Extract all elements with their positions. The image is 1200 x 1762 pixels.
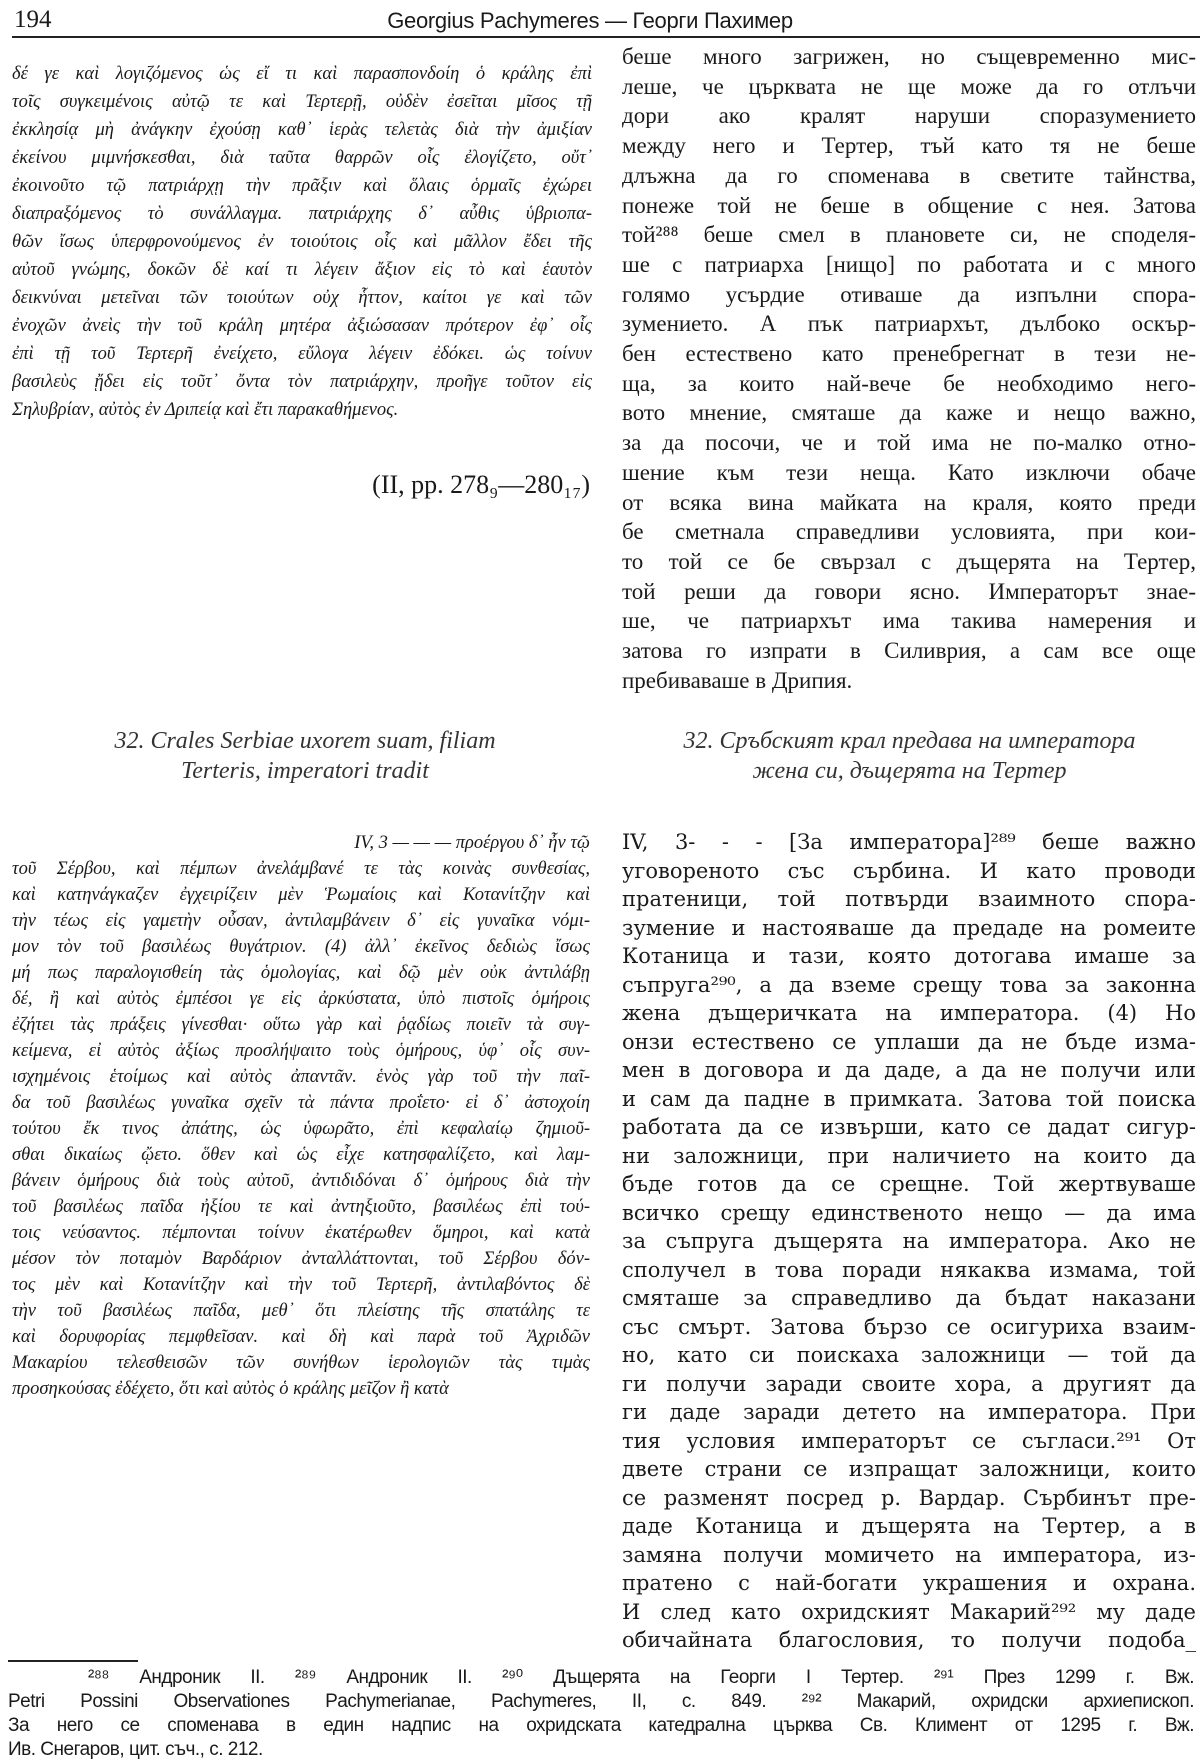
bulgarian-text-line: съпруга²⁹⁰, а да вземе срещу това за законна — [622, 972, 1196, 997]
bulgarian-text-line: мен в договора и да даде, а да не получи или — [622, 1058, 1196, 1082]
greek-text-line: τούτου ἔκ τινος ἀπάτης, ὡς ὑφωρᾶτο, ἐπὶ κεφαλαίῳ ζημιοῦ- — [12, 1119, 590, 1139]
greek-text-line: ισχημένοις ἑτοίμως καὶ αὐτὸς ἀπαντᾶν. ἑνὸς γὰρ τοῦ τὴν παῖ- — [12, 1067, 590, 1087]
footnote-rule — [8, 1660, 138, 1662]
greek-text-line: Μακαρίου τελεσθεισῶν τῶν συνήθων ἱερολογιῶν τὰς τιμὰς — [12, 1353, 590, 1373]
bulgarian-text-line: смяташе за справедливо да бъдат наказани — [622, 1286, 1196, 1310]
bulgarian-text-line: между него и Тертер, тъй като тя не беше — [622, 133, 1196, 159]
section-heading-bulgarian — [622, 726, 1197, 786]
bulgarian-text-line: но, като си поискаха заложници — той да — [622, 1343, 1196, 1367]
greek-text-line: καὶ κατηνάγκαζεν ἐγχειρίζειν μὲν Ῥωμαίοις καὶ Κοτανίτζην καὶ — [12, 885, 590, 905]
bulgarian-text-line: беше много загрижен, но същевременно мис- — [622, 44, 1196, 69]
greek-text-line: δέ γε καὶ λογιζόμενος ὡς εἴ τι καὶ παρασπονδοίη ὁ κράλης ἐπὶ — [12, 64, 592, 84]
bulgarian-text-line: онзи естествено се уплаши да не бъде изма- — [622, 1029, 1196, 1054]
greek-text-line: Σηλυβρίαν, αὐτὸς ἐν Δριπείᾳ καὶ ἔτι παρακαθήμενος. — [12, 400, 399, 420]
bulgarian-text-line: зумение и настояваше да предаде на ромеите — [622, 915, 1196, 940]
bulgarian-text-line: пратено с най-богати украшения и охрана. — [622, 1571, 1196, 1595]
heading-line: Terteris, imperatori tradit — [181, 758, 429, 784]
bulgarian-text-line: обичайната благословия, то получи подоба_ — [622, 1628, 1196, 1652]
bulgarian-text-line: за съпруга дъщерята на императора. Ако не — [622, 1229, 1196, 1253]
bulgarian-text-line: двете страни се изпращат заложници, които — [622, 1457, 1196, 1481]
bulgarian-text-line: ше, че патриархът има такива намерения и — [622, 608, 1196, 634]
greek-text-line: τος μὲν καὶ Κοτανίτζην καὶ τὴν τοῦ Τερτερῆ, ἀντιλαβόντος δὲ — [12, 1275, 590, 1295]
greek-text-line: αὐτοῦ γνώμης, δοκῶν δὲ καί τι λέγειν ἄξιον εἰς τὸ καὶ ἑαυτὸν — [12, 260, 592, 280]
bulgarian-text-line: бен естествено като пренебрегнат в тези не- — [622, 341, 1196, 367]
greek-text-line: τὴν τέως εἰς γαμετὴν οὖσαν, ἀντιλαμβάνειν δ᾽ εἰς γυναῖκα νόμι- — [12, 911, 590, 931]
bulgarian-translation-block-1 — [622, 42, 1196, 695]
bulgarian-text-line: шение към тези неща. Като изключи обаче — [622, 459, 1196, 485]
header-rule — [12, 36, 1200, 38]
bulgarian-text-line: тия условия императорът се съгласи.²⁹¹ От — [622, 1428, 1196, 1453]
greek-text-line: βασιλεὺς ᾔδει εἰς τοῦτ᾽ ὄντα τὸν πατριάρχην, προῆγε τοῦτον εἰς — [12, 372, 592, 392]
page-number: 194 — [14, 6, 52, 33]
greek-text-line: τὴν τοῦ βασιλέως παῖδα, μεθ᾽ ὅτι πλείστης τῆς σπατάλης τε — [12, 1301, 590, 1321]
bulgarian-text-line: всичко срещу единственото нещо — да има — [622, 1200, 1196, 1225]
footnotes — [8, 1666, 1194, 1762]
bulgarian-text-line: за да посочи, че и той има не по-малко отно- — [622, 430, 1196, 456]
heading-line: 32. Сръбският крал предава на императора — [683, 728, 1136, 754]
greek-text-line: δα τοῦ βασιλέως γυναῖκα σχεῖν τὰ πάντα προΐετο· εἰ δ᾽ ἀστοχοίη — [12, 1093, 590, 1113]
greek-text-line: δέ, ἢ καὶ αὐτὸς ἐμπέσοι γε εἰς ἀρκύστατα, ὑπὸ πιστοῖς ὁμήροις — [12, 989, 590, 1009]
bulgarian-text-line: ни заложници, при наличието на които да — [622, 1143, 1196, 1168]
greek-text-line: ἐπὶ τῇ τοῦ Τερτερῆ ἐνείχετο, εὔλογα λέγειν ἐδόκει. ὡς τοίνυν — [12, 344, 592, 364]
footnote-line: Petri Possini Observationes Pachymerianae, Pachymeres, II, с. 849. ²⁹² Макарий, охридски архиепископ. — [8, 1691, 1194, 1712]
footnote-line: За него се споменава в един надпис на охридската катедрална църква Св. Климент от 1295 г. Вж. — [8, 1715, 1194, 1736]
greek-text-line: IV, 3 — — — προέργου δ᾽ ἦν τῷ — [354, 833, 590, 853]
bulgarian-text-line: ща, за които най-вече бе необходимо него- — [622, 370, 1196, 396]
bulgarian-text-line: той²⁸⁸ беше смел в плановете си, не споделя- — [622, 222, 1196, 248]
bulgarian-translation-block-2 — [622, 828, 1196, 1655]
section-heading-latin — [40, 726, 570, 786]
bulgarian-text-line: леше, че църквата не ще може да го отлъчи — [622, 73, 1196, 99]
bulgarian-text-line: уговореното със сърбина. И като проводи — [622, 858, 1196, 883]
bulgarian-text-line: ги получи заради своите хора, а другият да — [622, 1371, 1196, 1396]
bulgarian-text-line: дори ако кралят наруши споразумението — [622, 103, 1196, 129]
running-title: Georgius Pachymeres — Георги Пахимер — [387, 8, 793, 33]
bulgarian-text-line: ги даде заради детето на императора. При — [622, 1400, 1196, 1424]
bulgarian-text-line: със смърт. Затова бързо се осигуриха взаим- — [622, 1314, 1196, 1339]
bulgarian-text-line: затова го изпрати в Силиврия, а сам все още — [622, 638, 1196, 664]
greek-text-line: κείμενα, εἰ αὐτὸς ἀξίως προσλήψαιτο τοὺς ὁμήρους, ὑφ᾽ οἷς συν- — [12, 1041, 590, 1061]
footnote-line: Ив. Снегаров, цит. съч., с. 212. — [8, 1739, 263, 1760]
greek-text-line: τοῖς συγκειμένοις αὐτῷ τε καὶ Τερτερῇ, οὐδὲν ἐσεῖται μῖσος τῇ — [12, 92, 592, 112]
greek-text-line: θῶν ἴσως ὑπερφρονούμενος ἐν τοιούτοις οἷς καὶ μᾶλλον ἔδει τῆς — [12, 232, 592, 252]
bulgarian-text-line: И след като охридският Макарий²⁹² му даде — [622, 1599, 1196, 1624]
bulgarian-text-line: бъде готов да се срещне. Той жертвуваше — [622, 1172, 1196, 1196]
greek-text-line: ἐκείνου μιμνήσκεσθαι, διὰ ταῦτα θαρρῶν οἷς ἐλογίζετο, οὔτ᾽ — [12, 148, 592, 168]
bulgarian-text-line: замяна получи момичето на императора, из- — [622, 1542, 1196, 1567]
bulgarian-text-line: от всяка вина майката на краля, която преди — [622, 489, 1196, 515]
bulgarian-text-line: Котаница и тази, която дотогава имаше за — [622, 944, 1196, 968]
greek-text-line: ἐζήτει τὰς πράξεις γίνεσθαι· οὕτω γὰρ καὶ ῥᾳδίως ποιεῖν τὰ συγ- — [12, 1015, 590, 1035]
bulgarian-text-line: и сам да падне в примката. Затова той поиска — [622, 1086, 1196, 1111]
bulgarian-text-line: то той се бе свързал с дъщерята на Тертер, — [622, 548, 1196, 574]
bulgarian-text-line: голямо усърдие отиваше да изпълни спора- — [622, 281, 1196, 307]
greek-text-block-1 — [12, 60, 592, 424]
bulgarian-text-line: длъжна да го споменава в светите тайнства, — [622, 162, 1196, 188]
bulgarian-text-line: IV, 3- - - [За императора]²⁸⁹ беше важно — [622, 830, 1196, 854]
greek-text-line: τοῦ βασιλέως παῖδα ἠξίου τε καὶ ἀντηξιοῦτο, βασιλέως ἐπὶ τού- — [12, 1197, 590, 1217]
bulgarian-text-line: се разменят посред р. Вардар. Сърбинът пре- — [622, 1485, 1196, 1510]
bulgarian-text-line: понеже той не беше в общение с нея. Затова — [622, 192, 1196, 218]
heading-line: жена си, дъщерята на Тертер — [752, 758, 1067, 784]
greek-text-line: ἐνοχῶν ἀνεὶς τὴν τοῦ κράλη μητέρα ἀξιώσασαν πρότερον ἐφ᾽ οἷς — [12, 316, 592, 336]
greek-text-line: τοῦ Σέρβου, καὶ πέμπων ἀνελάμβανέ τε τὰς κοινὰς συνθεσίας, — [12, 859, 590, 879]
bulgarian-text-line: бе сметнала справедливи условията, при кои- — [622, 519, 1196, 545]
source-citation: (II, pp. 278₉—280₁₇) — [372, 470, 590, 499]
greek-text-line: δεικνύναι μετεῖναι τῶν τοιούτων οὐχ ἧττον, καίτοι γε καὶ τῶν — [12, 288, 592, 308]
footnote-line: ²⁸⁸ Андроник II. ²⁸⁹ Андроник II. ²⁹⁰ Дъщерята на Георги I Тертер. ²⁹¹ През 1299 г. Вж. — [88, 1667, 1194, 1688]
greek-text-line: μέσον τὸν ποταμὸν Βαρδάριον ἀνταλλάττονται, τοῦ Σέρβου δόν- — [12, 1249, 590, 1269]
bulgarian-text-line: пратеници, той потвърди взаимното спора- — [622, 887, 1196, 911]
bulgarian-text-line: вото мнение, смяташе да каже и нещо важно, — [622, 400, 1196, 426]
greek-text-line: διαπραξόμενος τὸ συνάλλαγμα. πατριάρχης δ᾽ αὖθις ὑβριοπα- — [12, 204, 592, 224]
greek-text-line: τοις νεύσαντος. πέμπονται τοίνυν ἑκατέρωθεν ὅμηροι, καὶ κατὰ — [12, 1223, 590, 1243]
bulgarian-text-line: зумението. А пък патриархът, дълбоко оскър- — [622, 311, 1196, 337]
heading-line: 32. Crales Serbiae uxorem suam, filiam — [114, 728, 496, 754]
bulgarian-text-line: ше с патриарха [нищо] по работата и с много — [622, 251, 1196, 277]
bulgarian-text-line: сполучел в това поради някаква измама, той — [622, 1257, 1196, 1282]
bulgarian-text-line: работата да се извърши, като се дадат сигур- — [622, 1115, 1196, 1139]
greek-text-line: προσηκούσας ἐδέχετο, ὅτι καὶ αὐτὸς ὁ κράλης μεῖζον ἢ κατὰ — [12, 1379, 449, 1399]
greek-text-line: ἐκκλησίᾳ μὴ ἀνάγκην ἐχούσῃ καθ᾽ ἱερὰς τελετὰς διὰ τὴν ἀμιξίαν — [12, 120, 592, 140]
greek-text-block-2 — [12, 830, 590, 1402]
greek-text-line: σθαι δικαίως ᾤετο. ὅθεν καὶ ὡς εἶχε κατησφαλίζετο, καὶ λαμ- — [12, 1145, 590, 1165]
greek-text-line: μον τὸν τοῦ βασιλέως θυγάτριον. (4) ἀλλ᾽ ἐκεῖνος δεδιὼς ἴσως — [12, 937, 590, 957]
greek-text-line: μή πως παραλογισθείη τὰς ὁμολογίας, καὶ δῷ μὲν οὐκ ἀντιλάβῃ — [12, 963, 590, 983]
bulgarian-text-line: даде Котаница и дъщерята на Тертер, а в — [622, 1514, 1196, 1538]
bulgarian-text-line: жена дъщеричката на императора. (4) Но — [622, 1001, 1196, 1025]
bulgarian-text-line: той реши да говори ясно. Императорът знае- — [622, 578, 1196, 604]
greek-text-line: βάνειν ὁμήρους διὰ τοὺς αὐτοῦ, ἀντιδιδόναι δ᾽ ὁμήρους διὰ τὴν — [12, 1171, 590, 1191]
bulgarian-text-line: пребиваваше в Дрипия. — [622, 667, 853, 693]
greek-text-line: ἐκοινοῦτο τῷ πατριάρχῃ τὴν πρᾶξιν καὶ ὅλαις ὁρμαῖς ἐχώρει — [12, 176, 592, 196]
greek-text-line: καὶ δορυφορίας πεμφθεῖσαν. καὶ δὴ καὶ παρὰ τοῦ Ἀχριδῶν — [12, 1327, 590, 1347]
